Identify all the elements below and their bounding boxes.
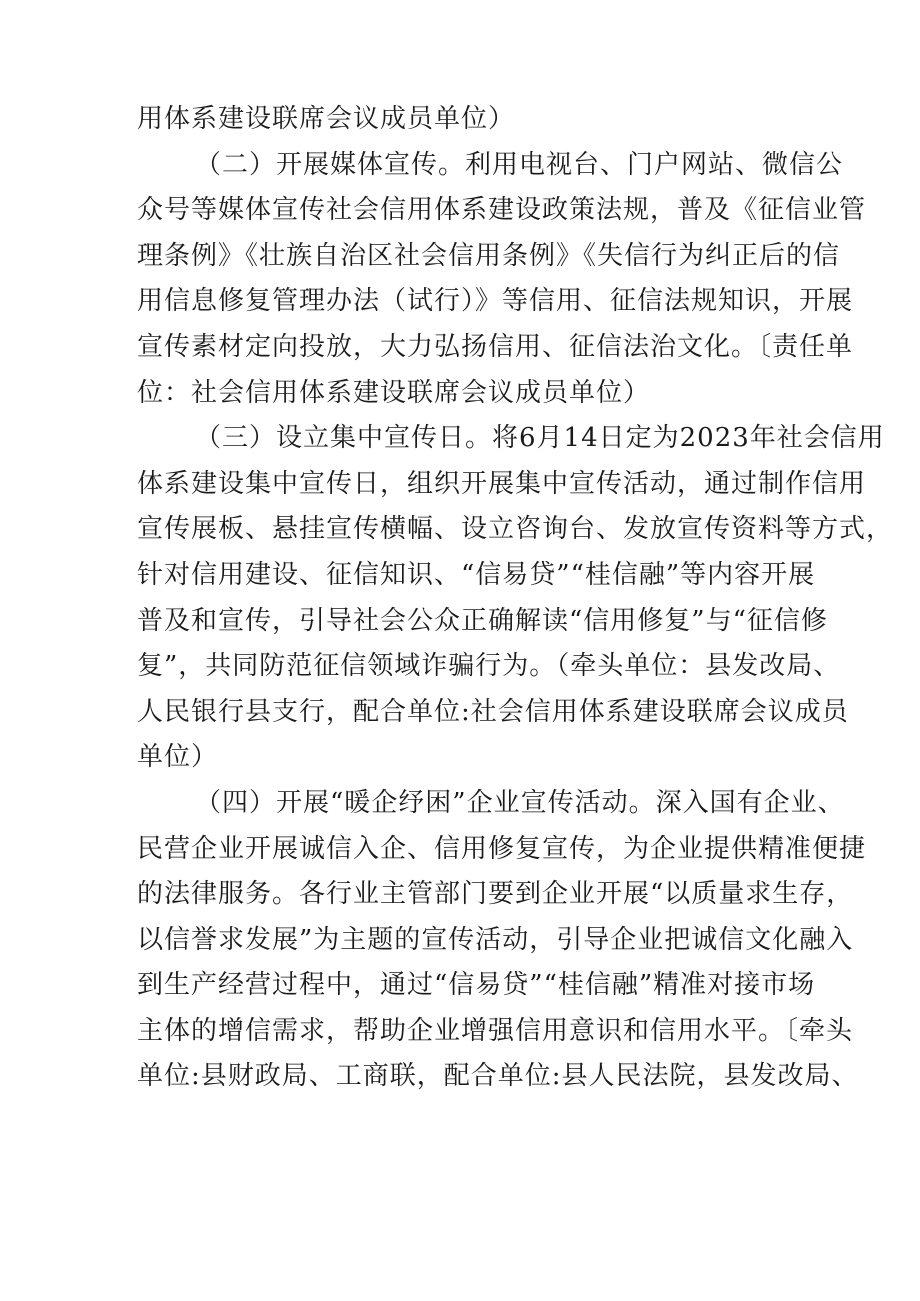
paragraph-line: 位：社会信用体系建设联席会议成员单位）	[137, 377, 651, 408]
paragraph-line: （四）开展“暖企纾困”企业宣传活动。深入国有企业、	[195, 787, 845, 818]
paragraph-line: （二）开展媒体宣传。利用电视台、门户网站、微信公	[195, 149, 844, 180]
paragraph-line: 到生产经营过程中，通过“信易贷”“桂信融”精准对接市场	[137, 970, 816, 1001]
paragraph-line: 宣传素材定向投放，大力弘扬信用、征信法治文化。〔责任单	[137, 331, 854, 362]
paragraph-line: 人民银行县支行，配合单位:社会信用体系建设联席会议成员	[137, 696, 849, 727]
paragraph-line: 主体的增信需求，帮助企业增强信用意识和信用水平。〔牵头	[137, 1015, 854, 1046]
paragraph-line: 用体系建设联席会议成员单位）	[137, 104, 516, 134]
paragraph-line: 用信息修复管理办法（试行）》等信用、征信法规知识，开展	[137, 286, 854, 317]
paragraph-line: 复”，共同防范征信领域诈骗行为。（牵头单位：县发改局、	[137, 651, 841, 682]
paragraph-line: 针对信用建设、征信知识、“信易贷”“桂信融”等内容开展	[137, 559, 816, 590]
paragraph-line: 以信誉求发展”为主题的宣传活动，引导企业把诚信文化融入	[137, 924, 854, 955]
paragraph-line: 理条例》《壮族自治区社会信用条例》《失信行为纠正后的信	[137, 240, 841, 271]
paragraph-line: （三）设立集中宣传日。将6月14日定为2023年社会信用	[195, 423, 885, 454]
paragraph-line: 单位:县财政局、工商联，配合单位:县人民法院，县发改局、	[137, 1061, 859, 1092]
paragraph-line: 单位）	[137, 742, 219, 773]
paragraph-line: 的法律服务。各行业主管部门要到企业开展“以质量求生存，	[137, 879, 854, 910]
document-body	[137, 97, 894, 1100]
paragraph-line: 宣传展板、悬挂宣传横幅、设立咨询台、发放宣传资料等方式，	[137, 514, 894, 545]
paragraph-line: 普及和宣传，引导社会公众正确解读“信用修复”与“征信修	[137, 605, 828, 636]
paragraph-line: 众号等媒体宣传社会信用体系建设政策法规，普及《征信业管	[137, 195, 867, 226]
paragraph-line: 体系建设集中宣传日，组织开展集中宣传活动，通过制作信用	[137, 468, 867, 499]
paragraph-line: 民营企业开展诚信入企、信用修复宣传，为企业提供精准便捷	[137, 833, 867, 864]
